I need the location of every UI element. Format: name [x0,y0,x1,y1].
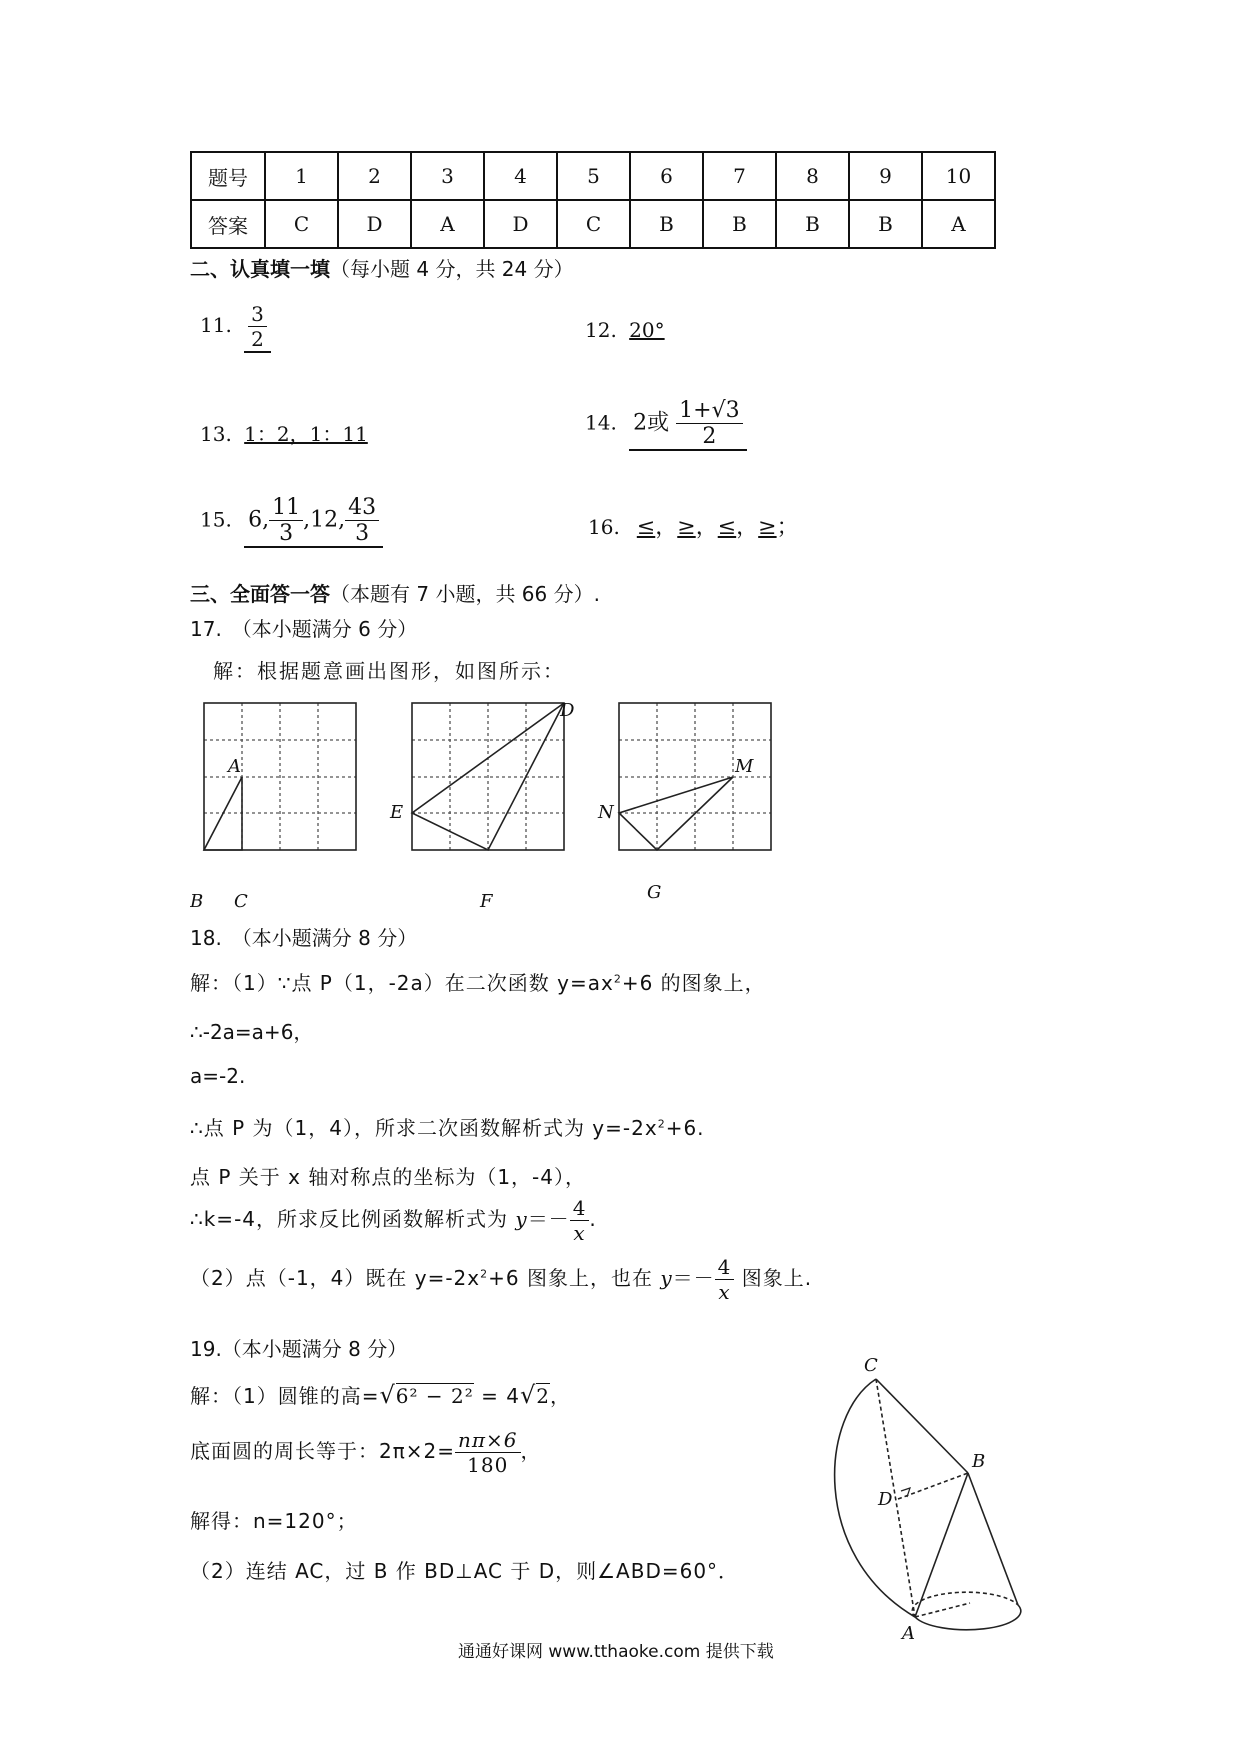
fraction: $\frac{n\pi\times 6}{180}$ [455,1428,521,1477]
table-cell: A [411,200,484,248]
separator: ； [776,515,799,540]
table-cell: B [776,200,849,248]
answer-blank: ≤ [717,515,737,540]
q19-line-1: 解：（1）圆锥的高=√6² − 2² = 4√2， [190,1381,571,1409]
answer-blank [244,302,271,353]
q18-line-5: 点 P 关于 x 轴对称点的坐标为（1，-4）， [190,1165,586,1189]
table-cell: A [922,200,995,248]
label-e: E [390,802,404,823]
q19-line-4: （2）连结 AC，过 B 作 BD⊥AC 于 D，则∠ABD=60°． [190,1559,740,1583]
section-2-heading [190,253,574,282]
table-row [191,152,995,200]
fraction [676,398,742,449]
separator: ， [655,515,678,540]
table-cell: B [630,200,703,248]
table-cell: B [849,200,922,248]
section-title: 二、认真填一填 [190,257,330,281]
table-cell: 7 [703,152,776,200]
q18-line-4: ∴点 P 为（1，4），所求二次函数解析式为 $y=-2x^2+6$. [190,1116,705,1140]
answer-blank: ≥ [758,515,777,540]
label-f: F [480,891,493,910]
fraction: $\frac{4}{x}$ [715,1255,735,1304]
q18-line-7: （2）点（-1，4）既在 $y=-2x^2+6$ 图象上，也在 y＝－ $\frac{4}{x}$ 图象上. [190,1255,813,1304]
figure-19 [820,1355,1040,1645]
denominator: 2 [702,424,717,449]
base-radius [915,1603,970,1617]
table-cell: 1 [265,152,338,200]
label-c: C [234,891,248,910]
answer-blank: ≤ [636,515,656,540]
q18-line-3: a=-2. [190,1064,246,1088]
numerator: 1+√3 [676,398,742,424]
table-cell: 2 [338,152,411,200]
answer-table [190,151,996,249]
fraction [269,495,303,546]
fraction [248,302,267,351]
question-number: 11. [200,313,232,337]
table-cell: D [484,200,557,248]
answer-prefix: 2或 [633,410,670,436]
label-b: B [190,891,204,910]
question-number: 15. [200,507,232,532]
table-row [191,200,995,248]
label-d: D [878,1489,893,1510]
question-number: 14. [585,410,617,435]
denominator: 3 [279,521,294,546]
sector-arc [835,1379,915,1617]
numerator: 11 [269,495,303,521]
table-cell: 8 [776,152,849,200]
cone-side [968,1473,1018,1605]
label-d: D [560,700,575,721]
label-a: A [228,756,241,777]
table-cell: 3 [411,152,484,200]
question-number: 16. [588,515,620,539]
q15 [200,495,383,548]
fraction: $\frac{4}{x}$ [570,1196,590,1245]
label-c: C [864,1355,878,1376]
table-cell: 9 [849,152,922,200]
numerator: 3 [248,302,267,327]
answer-part: 6, [248,507,270,533]
label-b: B [972,1451,986,1472]
answer-blank: ≥ [677,515,696,540]
answer-blank: 1：2，1：11 [244,422,368,446]
segment-cb [876,1379,968,1473]
table-cell: 5 [557,152,630,200]
q18-header: 18. （本小题满分 8 分） [190,926,418,950]
q17-header: 17. （本小题满分 6 分） [190,617,418,641]
separator: ， [736,515,759,540]
q11 [200,302,271,353]
q14 [585,398,747,451]
denominator: 2 [251,327,264,351]
fraction [345,495,379,546]
table-cell: C [557,200,630,248]
q17-solution: 解：根据题意画出图形，如图所示： [213,659,565,683]
q19-header: 19.（本小题满分 8 分） [190,1337,408,1361]
section-3-heading [190,578,600,607]
q18-line-2: ∴-2a=a+6， [190,1020,314,1044]
answer-blank [629,398,746,451]
answer-part: ,12, [303,507,346,533]
figure-17 [190,700,790,910]
segment-ba [915,1473,968,1617]
label-g: G [647,882,662,903]
q18-line-1: 解：（1）∵点 P（1，-2a）在二次函数 $y=ax^2+6$ 的图象上， [190,971,766,995]
q12 [585,318,665,342]
section-note: （本题有 7 小题，共 66 分）. [330,582,600,606]
label-m: M [735,756,754,777]
q19-line-3: 解得：n=120°； [190,1509,358,1533]
table-cell: D [338,200,411,248]
q18-line-6: ∴k=-4，所求反比例函数解析式为 y＝－ $\frac{4}{x}$ . [190,1196,597,1245]
numerator: 43 [345,495,379,521]
q19-line-2: 底面圆的周长等于：2π×2= $\frac{n\pi\times 6}{180}$ ， [190,1428,542,1477]
row-label: 答案 [191,200,265,248]
table-cell: C [265,200,338,248]
separator: ， [695,515,718,540]
footer: 通通好课网 www.tthaoke.com 提供下载 [458,1642,774,1662]
table-cell: 10 [922,152,995,200]
table-cell: 6 [630,152,703,200]
denominator: 3 [355,521,370,546]
q13 [200,418,368,447]
section-title: 三、全面答一答 [190,582,330,606]
answer-blank: 20° [629,318,665,342]
segment-bd [898,1473,968,1499]
q16 [588,510,799,541]
section-note: （每小题 4 分，共 24 分） [330,257,574,281]
label-a: A [902,1623,915,1644]
cone-base-front [915,1605,1021,1630]
table-cell: 4 [484,152,557,200]
table-cell: B [703,200,776,248]
question-number: 13. [200,422,232,446]
answer-blank [244,495,383,548]
question-number: 12. [585,318,617,342]
row-label: 题号 [191,152,265,200]
label-n: N [598,802,614,823]
